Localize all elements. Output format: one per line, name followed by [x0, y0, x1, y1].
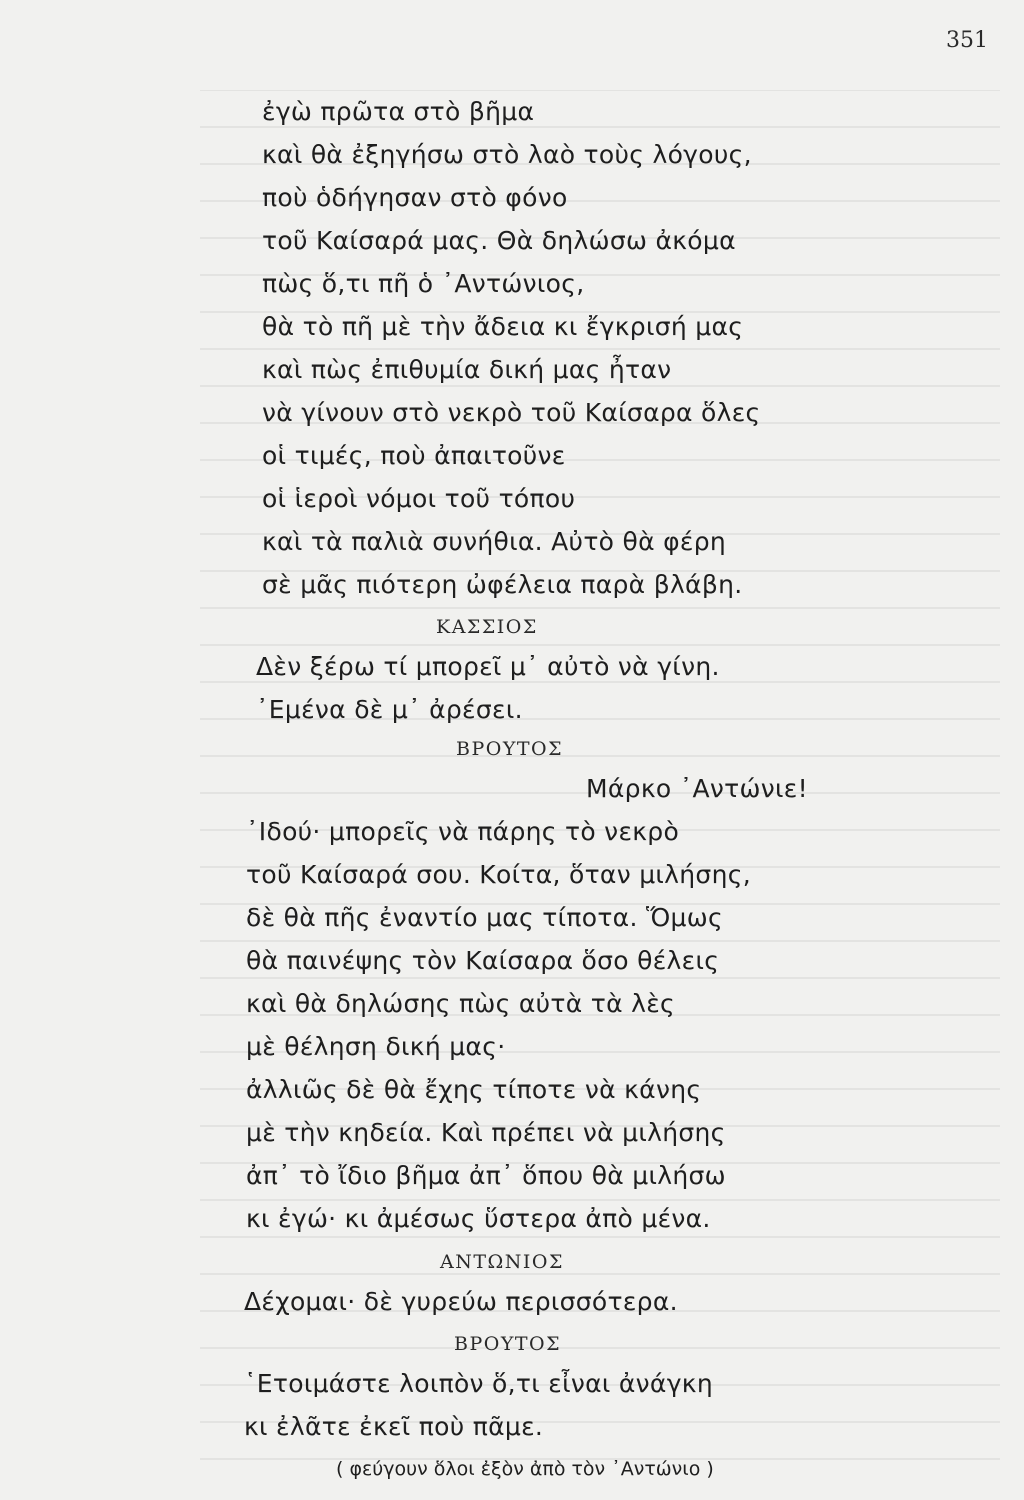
- verse-line: ᾿Εμένα δὲ μ᾿ ἀρέσει.: [256, 695, 523, 724]
- verse-line: καὶ τὰ παλιὰ συνήθια. Αὐτὸ θὰ φέρη: [262, 527, 727, 556]
- verse-line: θὰ παινέψης τὸν Καίσαρα ὅσο θέλεις: [246, 946, 720, 975]
- verse-line: τοῦ Καίσαρά μας. Θὰ δηλώσω ἀκόμα: [262, 226, 736, 255]
- verse-line: Μάρκο ᾿Αντώνιε!: [586, 774, 808, 803]
- page-number: 351: [946, 28, 988, 53]
- verse-line: ῾Ετοιμάστε λοιπὸν ὅ,τι εἶναι ἀνάγκη: [244, 1369, 713, 1398]
- verse-line: ᾿Ιδού· μπορεῖς νὰ πάρης τὸ νεκρὸ: [246, 817, 680, 846]
- verse-line: ἀπ᾿ τὸ ἴδιο βῆμα ἀπ᾿ ὅπου θὰ μιλήσω: [246, 1161, 726, 1190]
- verse-line: τοῦ Καίσαρά σου. Κοίτα, ὅταν μιλήσης,: [246, 860, 751, 889]
- verse-line: κι ἐλᾶτε ἐκεῖ ποὺ πᾶμε.: [244, 1412, 544, 1441]
- verse-line: οἱ ἱεροὶ νόμοι τοῦ τόπου: [262, 484, 576, 513]
- speaker-name: ΑΝΤΩΝΙΟΣ: [440, 1251, 564, 1273]
- verse-line: καὶ πὼς ἐπιθυμία δική μας ἦταν: [262, 355, 672, 384]
- verse-line: οἱ τιμές, ποὺ ἀπαιτοῦνε: [262, 441, 566, 470]
- speaker-name: ΒΡΟΥΤΟΣ: [454, 1333, 562, 1355]
- stage-direction: ( φεύγουν ὅλοι ἐξὸν ἀπὸ τὸν ᾿Αντώνιο ): [336, 1458, 714, 1480]
- verse-line: μὲ τὴν κηδεία. Καὶ πρέπει νὰ μιλήσης: [246, 1118, 726, 1147]
- verse-line: ἐγὼ πρῶτα στὸ βῆμα: [262, 97, 535, 126]
- verse-line: πὼς ὅ,τι πῆ ὁ ᾿Αντώνιος,: [262, 269, 585, 298]
- verse-line: νὰ γίνουν στὸ νεκρὸ τοῦ Καίσαρα ὅλες: [262, 398, 761, 427]
- verse-line: καὶ θὰ δηλώσης πὼς αὐτὰ τὰ λὲς: [246, 989, 676, 1018]
- verse-line: μὲ θέληση δική μας·: [246, 1032, 506, 1061]
- verse-line: κι ἐγώ· κι ἀμέσως ὕστερα ἀπὸ μένα.: [246, 1204, 711, 1233]
- speaker-name: ΒΡΟΥΤΟΣ: [456, 738, 564, 760]
- speaker-name: ΚΑΣΣΙΟΣ: [436, 616, 538, 638]
- verse-line: Δὲν ξέρω τί μπορεῖ μ᾿ αὐτὸ νὰ γίνη.: [256, 652, 720, 681]
- verse-line: Δέχομαι· δὲ γυρεύω περισσότερα.: [244, 1287, 678, 1316]
- verse-line: ποὺ ὁδήγησαν στὸ φόνο: [262, 183, 568, 212]
- verse-line: ἀλλιῶς δὲ θὰ ἔχης τίποτε νὰ κάνης: [246, 1075, 702, 1104]
- verse-line: σὲ μᾶς πιότερη ὠφέλεια παρὰ βλάβη.: [262, 570, 743, 599]
- verse-line: θὰ τὸ πῆ μὲ τὴν ἄδεια κι ἔγκρισή μας: [262, 312, 744, 341]
- verse-line: καὶ θὰ ἐξηγήσω στὸ λαὸ τοὺς λόγους,: [262, 140, 752, 169]
- verse-line: δὲ θὰ πῆς ἐναντίο μας τίποτα. Ὅμως: [246, 903, 723, 932]
